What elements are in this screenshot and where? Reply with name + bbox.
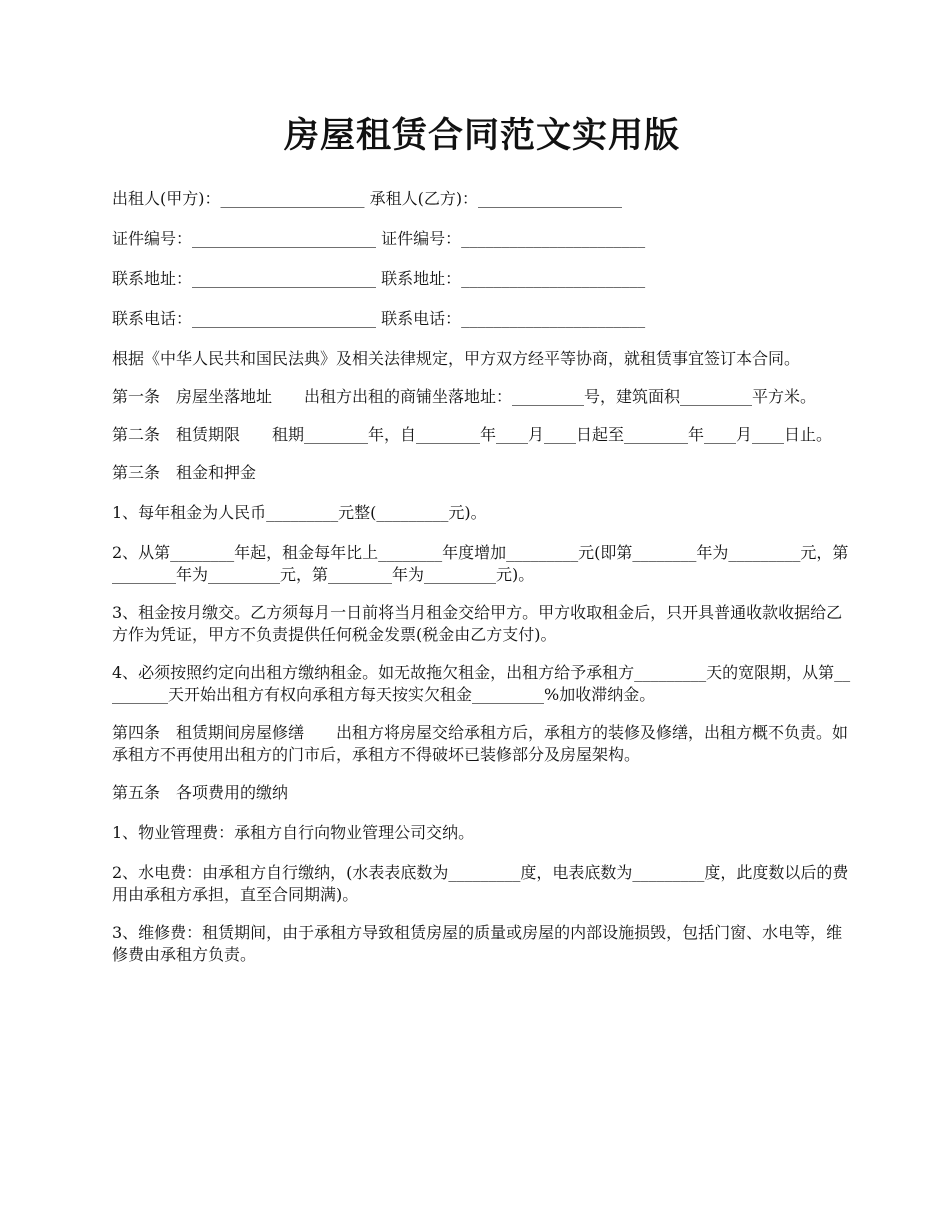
rent-clause-2: 2、从第________年起，租金每年比上________年度增加_________元(即第________年为_________元，第________年为_________元，第________年为_________元)。 (112, 543, 849, 584)
article-3-heading: 第三条 租金和押金 (112, 463, 257, 482)
fee-clause-3: 3、维修费：租赁期间，由于承租方导致租赁房屋的质量或房屋的内部设施损毁，包括门窗、水电等，维修费由承租方负责。 (112, 923, 843, 964)
fee-clause-1: 1、物业管理费：承租方自行向物业管理公司交纳。 (112, 823, 475, 842)
contract-page (112, 108, 852, 982)
document-title: 房屋租赁合同范文实用版 (283, 115, 680, 156)
fee-clause-2: 2、水电费：由承租方自行缴纳，(水表表底数为_________度，电表底数为_________度，此度数以后的费用由承租方承担，直至合同期满)。 (112, 863, 849, 904)
preamble-paragraph: 根据《中华人民共和国民法典》及相关法律规定，甲方双方经平等协商，就租赁事宜签订本合同。 (112, 349, 801, 368)
contact-address-line: 联系地址：_______________________ 联系地址：_______________________ (112, 269, 646, 288)
article-4-repairs: 第四条 租赁期间房屋修缮 出租方将房屋交给承租方后，承租方的装修及修缮，出租方概不负责。如承租方不再使用出租方的门市后，承租方不得破坏已装修部分及房屋架构。 (112, 723, 849, 764)
rent-clause-4: 4、必须按照约定向出租方缴纳租金。如无故拖欠租金，出租方给予承租方_________天的宽限期，从第_________天开始出租方有权向承租方每天按实欠租金_________%加收滞纳金。 (112, 663, 851, 704)
rent-clause-1: 1、每年租金为人民币_________元整(_________元)。 (112, 503, 487, 522)
contact-phone-line: 联系电话：_______________________ 联系电话：_______________________ (112, 309, 646, 328)
rent-clause-3: 3、租金按月缴交。乙方须每月一日前将当月租金交给甲方。甲方收取租金后，只开具普通收款收据给乙方作为凭证，甲方不负责提供任何税金发票(税金由乙方支付)。 (112, 603, 843, 644)
id-number-line: 证件编号：_______________________ 证件编号：_______________________ (112, 229, 646, 248)
article-5-heading: 第五条 各项费用的缴纳 (112, 783, 289, 802)
lessor-lessee-line: 出租人(甲方)：__________________ 承租人(乙方)：__________________ (112, 189, 623, 208)
article-2-lease-term: 第二条 租赁期限 租期________年，自________年____月____日起至________年____月____日止。 (112, 425, 833, 444)
article-1-address: 第一条 房屋坐落地址 出租方出租的商铺坐落地址：_________号，建筑面积_________平方米。 (112, 387, 817, 406)
